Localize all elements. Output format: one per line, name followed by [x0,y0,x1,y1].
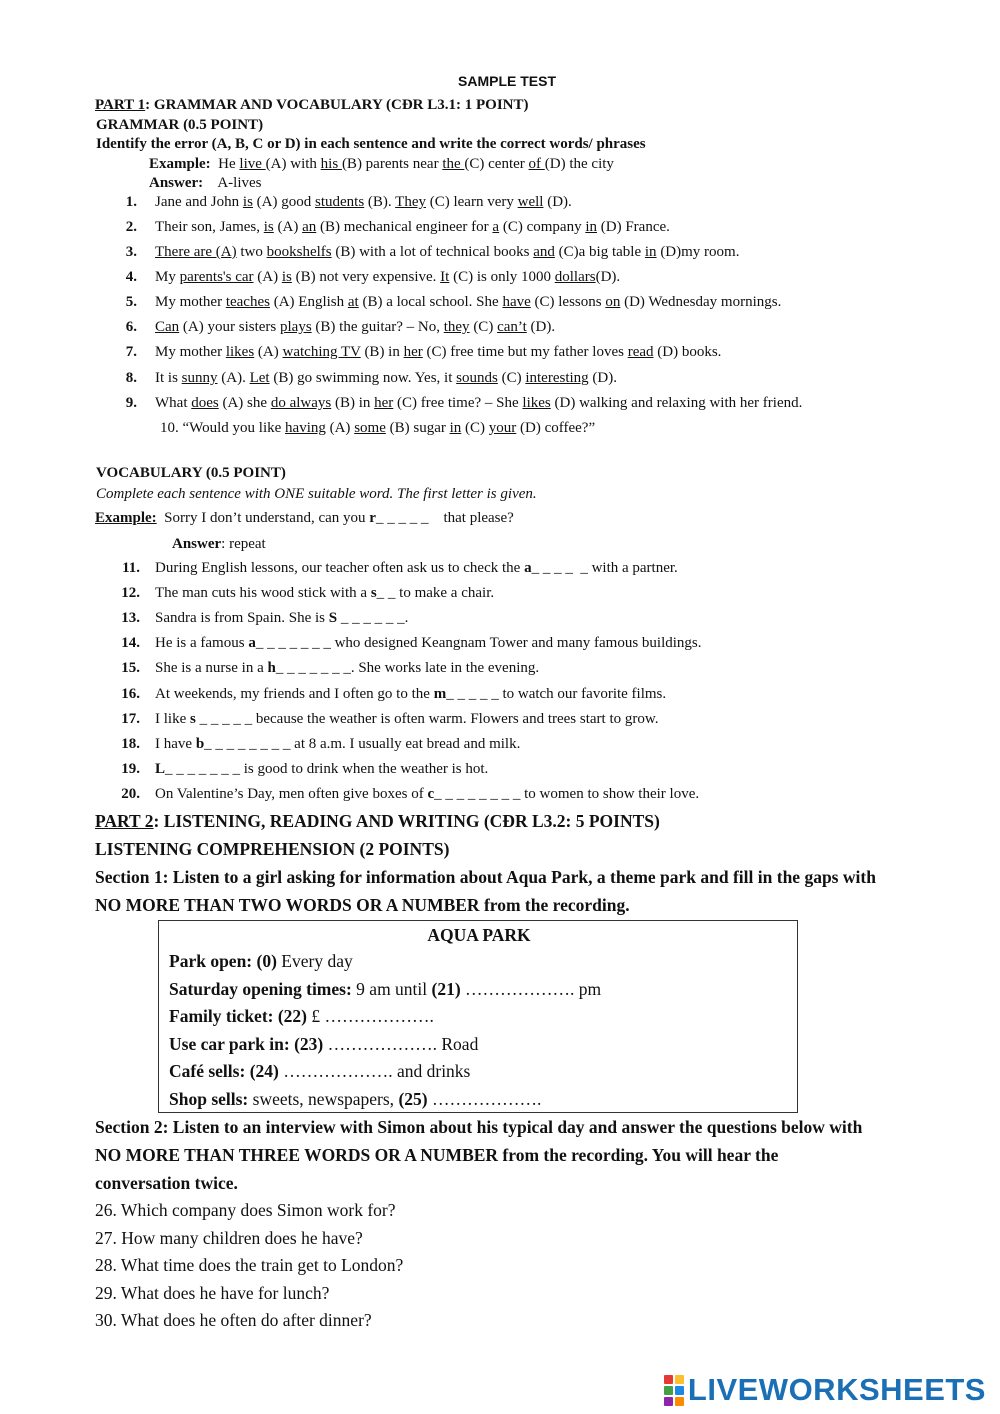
plain-text: (B) go swimming now. Yes, it [269,370,457,386]
vocabulary-instruction: Complete each sentence with ONE suitable word. The first letter is given. [96,486,537,502]
plain-text: He [218,156,240,172]
plain-text: (D) France. [597,219,670,235]
first-letter: h [267,660,276,677]
liveworksheets-logo [664,1370,986,1410]
sentence-end: _ _ _ _ _ with a partner. [531,560,678,576]
part1-heading [95,97,529,114]
row-label: Use car park in: [169,1033,295,1054]
part2-label: PART 2 [95,811,154,831]
plain-text: (B) not very expensive. [291,269,441,285]
question-text [155,194,572,211]
question-text [155,610,408,627]
underlined-option: Can [155,319,180,335]
question-text [155,319,555,336]
underlined-word: of [528,156,545,172]
gap-number: (21) [431,978,461,999]
section2-instruction-line1: Section 2: Listen to an interview with Simon about his typical day and answer the questions below with [95,1117,863,1137]
question-text [155,344,721,361]
section1-instruction-line1: Section 1: Listen to a girl asking for information about Aqua Park, a theme park and fill in the gaps with [95,867,876,887]
underlined-option: a [492,219,500,235]
underlined-option: is [263,219,274,235]
question-text [155,244,739,261]
gap-number: (25) [398,1089,428,1109]
plain-text: (B) in [331,395,375,411]
question-number: 8. [125,370,137,386]
answer-label: Answer: [149,175,204,191]
sentence-start: At weekends, my friends and I often go to the [155,685,434,702]
question-text [155,585,494,602]
question-number: 10. [160,420,183,436]
underlined-option: and [533,244,555,260]
logo-square [675,1397,684,1406]
sentence-end: _ _ _ _ _ to watch our favorite films. [446,685,667,702]
aqua-park-row [169,1034,478,1055]
row-text: ………………. pm [460,978,602,999]
question-number: 3. [125,244,137,260]
question-number: 19. [121,760,140,777]
underlined-option: plays [280,319,312,335]
plain-text: (B) with a lot of technical books [331,244,534,260]
row-text: ………………. and drinks [278,1061,471,1082]
underlined-option: in [585,219,597,235]
question-number: 9. [125,395,137,411]
vocab-example-after: _ _ _ _ _ that please? [375,510,514,526]
vocab-answer-text: : repeat [221,536,266,552]
example-label: Example: [149,156,211,172]
gap-number: (24) [249,1061,279,1082]
plain-text: My mother [155,294,226,310]
row-text: £ ………………. [307,1006,434,1027]
sentence-start: He is a famous [155,635,249,652]
row-label: Shop sells: [169,1089,249,1109]
underlined-option: teaches [225,294,270,310]
question-text [155,786,699,803]
question-text [155,395,802,412]
aqua-park-row [169,979,601,1000]
underlined-option: is [281,269,292,285]
logo-square [675,1386,684,1395]
underlined-word: live [239,156,266,172]
vocabulary-example-answer [172,536,266,553]
part2-title: : LISTENING, READING AND WRITING (CĐR L3.2: 5 POINTS) [153,811,660,831]
underlined-word: his [320,156,342,172]
section1-instruction-line2: NO MORE THAN TWO WORDS OR A NUMBER from the recording. [95,895,630,915]
grammar-example [149,156,614,173]
liveworksheets-logo-text: LIVEWORKSHEETS [687,1372,986,1407]
plain-text: (B). [364,194,396,210]
plain-text: (B) in [360,344,404,360]
plain-text: (D) the city [544,156,614,172]
first-letter: S [328,610,338,627]
question-number: 11. [122,560,140,576]
underlined-option: her [403,344,423,360]
row-label: Park open: [169,951,257,971]
sentence-start: On Valentine’s Day, men often give boxes of [155,785,428,802]
gap-number: (22) [277,1006,308,1027]
listening-heading: LISTENING COMPREHENSION (2 POINTS) [95,839,450,859]
plain-text: (B) mechanical engineer for [316,219,493,235]
plain-text: (D) walking and relaxing with her friend. [550,395,803,411]
plain-text: (C) [461,420,489,436]
vocabulary-example [95,510,514,527]
first-letter: c [427,785,435,802]
plain-text: (C) [497,370,526,386]
underlined-option: in [449,420,462,436]
sentence-end: _ _ to make a chair. [376,585,495,602]
question-text [155,761,488,778]
question-number: 13. [121,610,140,627]
question-text [155,686,666,703]
sentence-end: _ _ _ _ _ _. [337,610,409,627]
row-label: Café sells: [169,1061,250,1082]
question-text [155,560,678,577]
question-number: 14. [121,635,140,652]
vocab-example-label: Example: [95,510,157,526]
plain-text: (A) good [252,194,315,210]
underlined-option: does [191,395,219,411]
plain-text: My [155,269,180,285]
row-text: ………………. [427,1089,542,1109]
section2-instruction-line2: NO MORE THAN THREE WORDS OR A NUMBER from the recording. You will hear the [95,1145,779,1165]
page-title: SAMPLE TEST [458,73,557,89]
part1-title: : GRAMMAR AND VOCABULARY (CĐR L3.1: 1 POINT) [145,97,529,113]
plain-text: (D). [543,194,572,210]
logo-square [664,1397,673,1406]
underlined-option: interesting [525,370,589,386]
question-number: 12. [121,585,140,602]
grammar-heading: GRAMMAR (0.5 POINT) [96,117,264,133]
section2-question: 30. What does he often do after dinner? [95,1310,372,1331]
plain-text: (A) with [265,156,321,172]
question-number: 1. [125,194,137,210]
plain-text: (B) parents near [341,156,443,172]
underlined-option: parents's car [179,269,254,285]
plain-text: two [236,244,267,260]
section2-question: 28. What time does the train get to London? [95,1255,404,1276]
plain-text: (D) coffee?” [516,420,596,436]
sentence-end: _ _ _ _ _ because the weather is often warm. Flowers and trees start to grow. [195,710,659,727]
sentence-end: _ _ _ _ _ _ _. She works late in the evening. [275,660,540,677]
sentence-start: The man cuts his wood stick with a [155,585,371,602]
plain-text: (D). [588,370,617,386]
underlined-option: is [242,194,253,210]
row-text: sweets, newspapers, [248,1089,399,1109]
question-number: 17. [121,710,140,727]
plain-text: (C) free time? – She [393,395,523,411]
underlined-word: the [442,156,465,172]
plain-text: (A) your sisters [179,319,280,335]
question-text [155,219,670,236]
sentence-start: During English lessons, our teacher often ask us to check the [155,560,525,576]
aqua-park-row [169,1089,541,1110]
question-text [155,294,781,311]
first-letter: a [248,635,256,652]
example-sentence [218,156,614,172]
gap-number: (0) [256,951,277,971]
plain-text: Jane and John [155,194,243,210]
logo-square [664,1386,673,1395]
vocabulary-heading: VOCABULARY (0.5 POINT) [96,465,286,481]
question-number: 20. [121,785,140,802]
underlined-option: well [517,194,544,210]
first-letter: L [155,760,166,777]
vocab-example-before: Sorry I don’t understand, can you [164,510,370,526]
plain-text: (D). [595,269,621,285]
plain-text: “Would you like [182,420,286,436]
sentence-end: _ _ _ _ _ _ _ who designed Keangnam Tower and many famous buildings. [255,635,702,652]
underlined-option: likes [522,395,551,411]
underlined-option: dollars [554,269,596,285]
plain-text: (B) the guitar? – No, [311,319,444,335]
plain-text: What [155,395,192,411]
underlined-option: They [395,194,426,210]
section2-question: 27. How many children does he have? [95,1227,363,1248]
question-number: 4. [125,269,137,285]
gap-number: (23) [294,1033,324,1054]
part1-label: PART 1 [95,97,146,113]
aqua-park-row [169,1061,470,1082]
row-text: ………………. Road [323,1033,479,1054]
plain-text: (D). [526,319,556,335]
underlined-option: at [347,294,359,310]
plain-text: (B) sugar [385,420,450,436]
aqua-park-title: AQUA PARK [427,925,531,945]
plain-text: (C) lessons [530,294,606,310]
plain-text: (B) a local school. She [358,294,503,310]
question-text [155,370,617,387]
plain-text: (C)a big table [554,244,645,260]
underlined-option: sunny [181,370,218,386]
first-letter: a [524,560,532,576]
plain-text: (A) she [218,395,271,411]
first-letter: b [195,735,205,752]
plain-text: (A). [217,370,250,386]
question-number: 6. [125,319,137,335]
first-letter: s [190,710,196,727]
plain-text: (C) learn very [425,194,518,210]
underlined-option: likes [225,344,255,360]
plain-text: (A) [253,269,282,285]
plain-text: Their son, James, [155,219,264,235]
plain-text: My mother [155,344,226,360]
plain-text: (C) center [464,156,529,172]
underlined-option: have [502,294,531,310]
plain-text: (C) [469,319,498,335]
plain-text: (C) is only 1000 [449,269,555,285]
underlined-option: watching TV [282,344,361,360]
question-number: 2. [125,219,137,235]
part2-heading [95,811,660,832]
logo-square [664,1375,673,1384]
question-number: 7. [125,344,137,360]
sentence-end: _ _ _ _ _ _ _ _ at 8 a.m. I usually eat bread and milk. [204,735,521,752]
underlined-option: Let [249,370,270,386]
plain-text: (C) free time but my father loves [422,344,628,360]
grammar-example-answer [149,175,262,192]
plain-text: (A) [325,420,355,436]
underlined-option: can’t [497,319,527,335]
vocab-example-letter: r [369,510,376,526]
row-label: Family ticket: [169,1006,278,1027]
plain-text: (D)my room. [656,244,740,260]
answer-text: A-lives [217,175,262,191]
first-letter: m [433,685,447,702]
sentence-start: She is a nurse in a [155,660,268,677]
underlined-option: students [315,194,365,210]
logo-square [675,1375,684,1384]
underlined-option: having [285,420,326,436]
question-text [155,711,659,728]
underlined-option: they [443,319,470,335]
section2-instruction-line3: conversation twice. [95,1173,238,1193]
underlined-option: There are (A) [155,244,237,260]
aqua-park-row [169,1006,434,1027]
underlined-option: some [354,420,386,436]
underlined-option: in [644,244,657,260]
vocab-answer-label: Answer [172,536,222,552]
row-label: Saturday opening times: [169,978,352,999]
question-text [155,635,702,652]
underlined-option: her [374,395,394,411]
underlined-option: bookshelfs [266,244,332,260]
question-number: 5. [125,294,137,310]
underlined-option: It [440,269,450,285]
question-text [155,269,620,286]
liveworksheets-logo-icon [664,1375,684,1406]
plain-text: (D) books. [653,344,722,360]
underlined-option: sounds [456,370,498,386]
underlined-option: on [605,294,621,310]
first-letter: s [370,585,377,602]
plain-text: (C) company [499,219,586,235]
question-number: 16. [121,685,140,702]
question-text [155,736,520,753]
question-text [160,420,595,437]
row-text: 9 am until [351,978,432,999]
row-text: Every day [276,951,353,971]
sentence-start: I like [155,710,190,727]
underlined-option: your [488,420,517,436]
sentence-start: Sandra is from Spain. She is [155,610,329,627]
grammar-instruction: Identify the error (A, B, C or D) in each sentence and write the correct words/ phrases [96,136,646,152]
plain-text: (A) English [269,294,348,310]
sentence-start: I have [155,735,196,752]
sentence-end: _ _ _ _ _ _ _ _ to women to show their love. [434,785,700,802]
aqua-park-table [158,920,798,1113]
plain-text: (A) [273,219,303,235]
section2-question: 26. Which company does Simon work for? [95,1200,396,1220]
plain-text: (A) [254,344,283,360]
underlined-option: read [627,344,654,360]
underlined-option: do always [270,395,332,411]
question-number: 18. [121,735,140,752]
question-text [155,660,539,677]
aqua-park-row [169,951,353,972]
underlined-option: an [302,219,317,235]
question-number: 15. [121,660,140,677]
plain-text: It is [155,370,182,386]
sentence-end: _ _ _ _ _ _ _ is good to drink when the weather is hot. [165,760,489,777]
plain-text: (D) Wednesday mornings. [620,294,782,310]
section2-question: 29. What does he have for lunch? [95,1282,330,1303]
